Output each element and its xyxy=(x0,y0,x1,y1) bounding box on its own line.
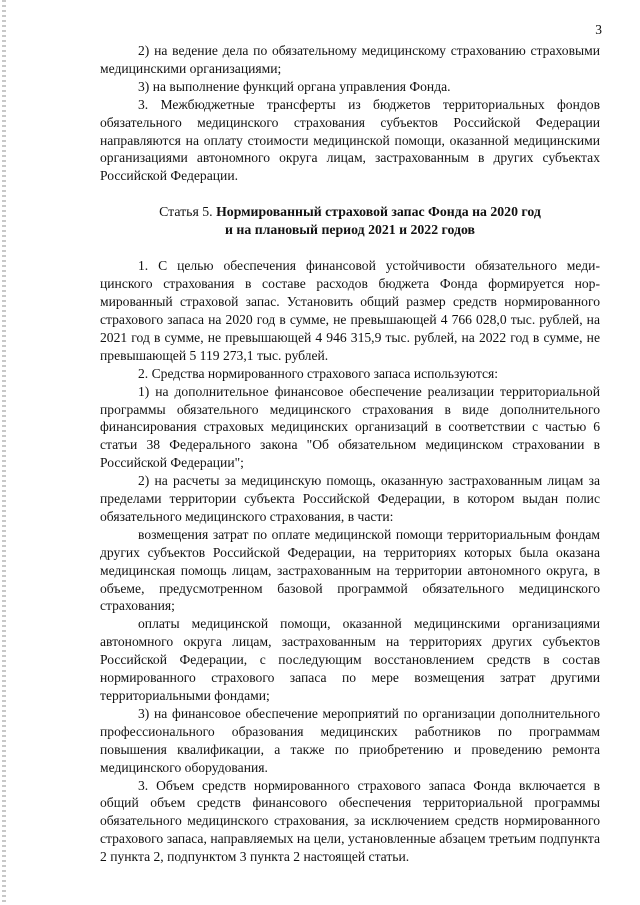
article-5-heading-line-2 xyxy=(100,221,600,239)
paragraph-1-insurance-reserve: 1. С целью обеспечения финансовой устойчивости обязательного медицинского страхования в составе расходов бюджета Фонда формируется нормированный страховой запас. Установить общий размер средств нормированного страхового запаса на 2020 год в сумме, не превышающей 4 766 028,0 тыс. рублей, на 2021 год в сумме, не превышающей 4 946 315,9 тыс. рублей, на 2022 год в сумме, не превышающей 5 119 273,1 тыс. рублей. xyxy=(100,258,600,363)
page-number: 3 xyxy=(595,22,602,37)
paragraph-medical-care-payment: оплаты медицинской помощи, оказанной медицинскими организациями автономного округа лицам, застрахованным на территориях других субъектов Российской Федерации, с последующим восстановлением средств в состав нормированного страхового запаса по мере возмещения затрат другими территориальными фондами; xyxy=(100,616,600,703)
article-title-line-1: Нормированный страховой запас Фонда на 2020 год xyxy=(216,204,541,220)
paragraph-cost-reimbursement: возмещения затрат по оплате медицинской помощи территориальным фондам других субъектов Российской Федерации, на территориях которых была оказана медицинская помощь лицам, застрахованным на территории автономного округа, в объеме, предусмотренном базовой программой обязательного медицинского страхования; xyxy=(100,526,600,614)
paragraph-2-reserve-usage: 2. Средства нормированного страхового запаса используются: xyxy=(138,365,499,381)
article-5-heading xyxy=(100,203,600,239)
article-prefix: Статья 5. xyxy=(159,204,217,220)
paragraph-item-2-case-management: 2) на ведение дела по обязательному медицинскому страхованию страховыми медицинскими организациями; xyxy=(100,43,600,76)
article-title-line-2: и на плановый период 2021 и 2022 годов xyxy=(225,222,475,238)
scan-binding-edge xyxy=(2,0,6,905)
paragraph-subitem-3-training-and-equipment: 3) на финансовое обеспечение мероприятий по организации дополнительного профессионального образования медицинских работников по программам повышения квалификации, а также по приобретению и проведению ремонта медицинского оборудования. xyxy=(100,705,600,775)
paragraph-3-interbudget-transfers: 3. Межбюджетные трансферты из бюджетов территориальных фондов обязательного медицинского страхования субъектов Российской Федерации направляются на оплату стоимости медицинской помощи, оказанной медицинскими организациями автономного округа лицам, застрахованным в других субъектах Российской Федерации. xyxy=(100,96,600,184)
paragraph-subitem-1-additional-financing: 1) на дополнительное финансовое обеспечение реализации территориальной программы обязательного медицинского страхования в виде дополнительного финансирования страховых медицинских организаций в соответствии с частью 6 статьи 38 Федерального закона "Об обязательном медицинском страховании в Российской Федерации"; xyxy=(100,383,600,471)
paragraph-item-3-management-functions: 3) на выполнение функций органа управления Фонда. xyxy=(138,78,451,94)
paragraph-3-reserve-volume: 3. Объем средств нормированного страхового запаса Фонда включается в общий объем средств финансового обеспечения территориальной программы обязательного медицинского страхования, за исключением средств нормированного страхового запаса, направляемых на цели, установленные абзацем третьим подпункта 2 пункта 2, подпунктом 3 пункта 2 настоящей статьи. xyxy=(100,777,600,865)
paragraph-subitem-2-medical-care-settlements: 2) на расчеты за медицинскую помощь, оказанную застрахованным лицам за пределами территории субъекта Российской Федерации, в котором выдан полис обязательного медицинского страхования, в части: xyxy=(100,473,600,524)
article-5-heading-line-1 xyxy=(100,203,600,221)
document-body xyxy=(100,42,600,866)
